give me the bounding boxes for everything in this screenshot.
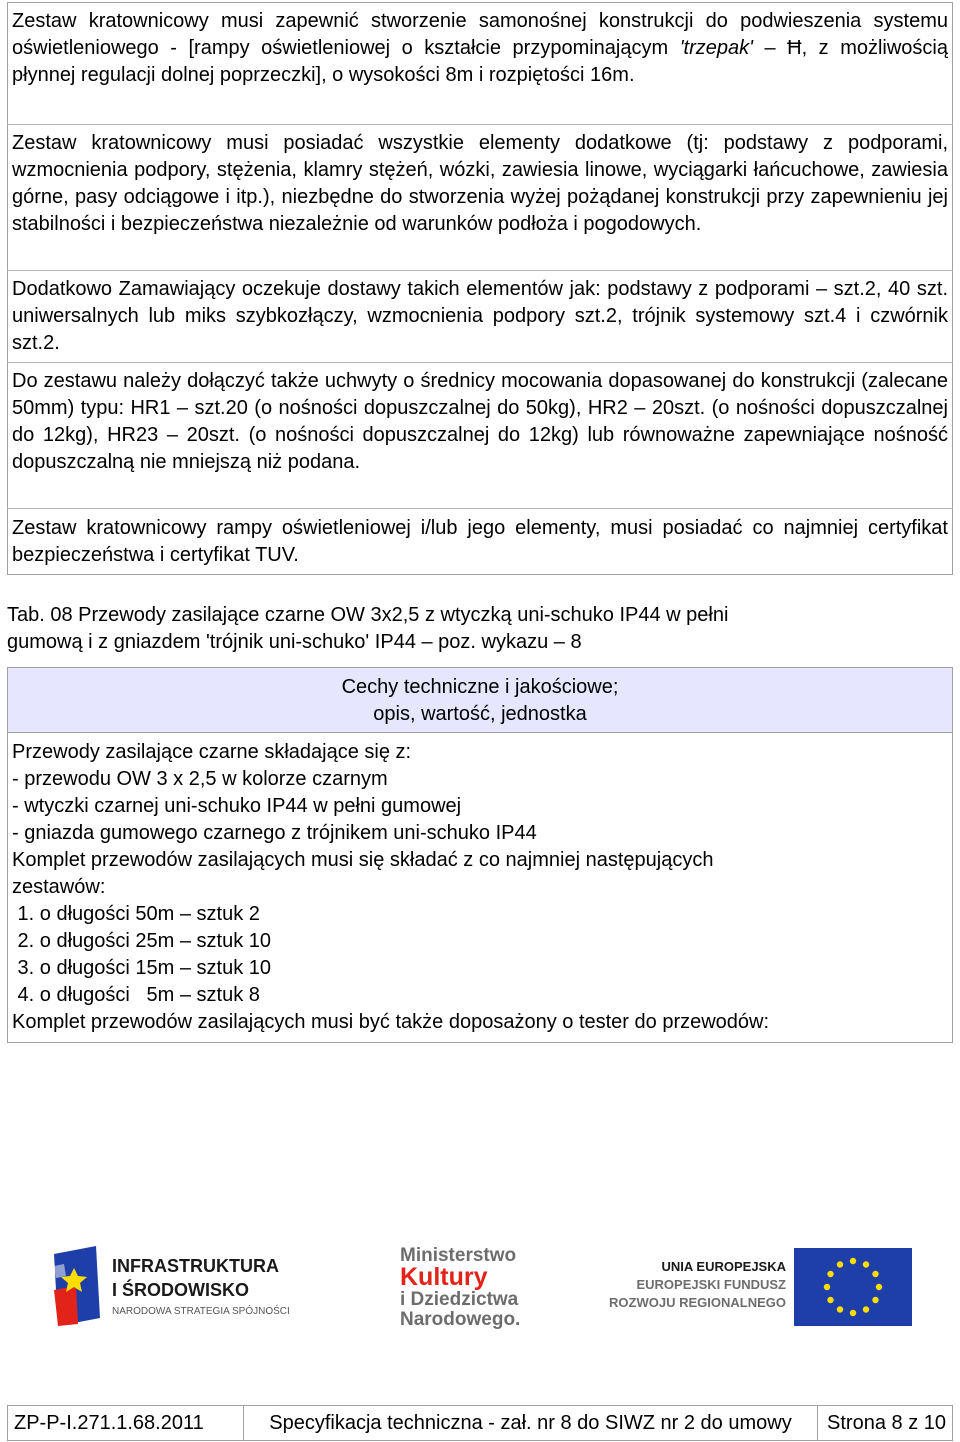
separator [7, 362, 953, 363]
separator [7, 270, 953, 271]
footer-reference: ZP-P-I.271.1.68.2011 [8, 1406, 244, 1440]
separator [7, 508, 953, 509]
nss-flag-icon [50, 1246, 104, 1326]
ue-line-2: EUROPEJSKI FUNDUSZ [636, 1277, 786, 1292]
table-line: Komplet przewodów zasilających musi być także doposażony o tester do przewodów: [12, 1011, 770, 1033]
table-line: Komplet przewodów zasilających musi się składać z co najmniej następujących [12, 849, 714, 871]
infrastruktura-line-2: I ŚRODOWISKO [112, 1280, 250, 1300]
infrastruktura-logo [50, 1242, 310, 1326]
spec-paragraph-4: Do zestawu należy dołączyć także uchwyty o średnicy mocowania dopasowanej do konstrukcji (zalecane 50mm) typu: HR1 – szt.20 (o nośności dopuszczalnej do 50kg), HR2 – 20szt. (o nośności dopuszczalnej do 12kg), HR23 – 20szt. (o nośności dopuszczalnej do 12kg) lub równoważne zapewniające nośność dopuszczalną nie mniejszą niż podana. [12, 370, 948, 473]
table-line: 2. o długości 25m – sztuk 10 [12, 930, 272, 952]
ue-line-1: UNIA EUROPEJSKA [661, 1259, 786, 1274]
table-line: 3. o długości 15m – sztuk 10 [12, 957, 272, 979]
ministerstwo-line-2: Kultury [400, 1263, 488, 1291]
table-header [7, 667, 953, 733]
table-header-line-2: opis, wartość, jednostka [373, 703, 587, 725]
ue-text-block [590, 1258, 786, 1324]
eu-flag-icon [794, 1248, 912, 1326]
table-line: 1. o długości 50m – sztuk 2 [12, 903, 260, 925]
table-caption-line-1: Tab. 08 Przewody zasilające czarne OW 3x2,5 z wtyczką uni-schuko IP44 w pełni [7, 604, 729, 626]
infrastruktura-line-1: INFRASTRUKTURA [112, 1256, 279, 1276]
table-line: - gniazda gumowego czarnego z trójnikem uni-schuko IP44 [12, 822, 537, 844]
ministerstwo-kultury-logo [400, 1246, 560, 1334]
ministerstwo-line-1: Ministerstwo [400, 1245, 517, 1266]
table-caption-line-2: gumową i z gniazdem 'trójnik uni-schuko' IP44 – poz. wykazu – 8 [7, 631, 582, 653]
table-line: - przewodu OW 3 x 2,5 w kolorze czarnym [12, 768, 388, 790]
separator [7, 124, 953, 125]
table-line: - wtyczki czarnej uni-schuko IP44 w pełni gumowej [12, 795, 462, 817]
ministerstwo-line-4: Narodowego. [400, 1309, 521, 1330]
logo-strip [0, 1240, 960, 1340]
ue-line-3: ROZWOJU REGIONALNEGO [609, 1295, 786, 1310]
spec-paragraph-2: Zestaw kratownicowy musi posiadać wszystkie elementy dodatkowe (tj: podstawy z podporami, wzmocnienia podpory, stężenia, klamry stężeń, wózki, zawiesia linowe, wyciągarki łańcuchowe, zawiesia górne, pasy odciągowe i itp.), niezbędne do stworzenia wyżej pożądanej konstrukcji przy zapewnieniu jej stabilności i bezpieczeństwa niezależnie od warunków podłoża i pogodowych. [12, 132, 948, 235]
table-header-line-1: Cechy techniczne i jakościowe; [341, 676, 619, 698]
page-footer [7, 1405, 953, 1441]
table-line: Przewody zasilające czarne składające się z: [12, 741, 412, 763]
spec-paragraph-1: Zestaw kratownicowy musi zapewnić stworzenie samonośnej konstrukcji do podwieszenia systemu oświetleniowego - [rampy oświetleniowej o kształcie przypominającym 'trzepak' – Ħ, z możliwością płynnej regulacji dolnej poprzeczki], o wysokości 8m i rozpiętości 16m. [12, 10, 949, 86]
table-body [7, 733, 953, 1043]
footer-title: Specyfikacja techniczna - zał. nr 8 do SIWZ nr 2 do umowy [244, 1406, 818, 1440]
spec-paragraph-5: Zestaw kratownicowy rampy oświetleniowej i/lub jego elementy, musi posiadać co najmniej certyfikat bezpieczeństwa i certyfikat TUV. [12, 517, 948, 566]
footer-page-number: Strona 8 z 10 [827, 1411, 946, 1434]
ministerstwo-line-3: i Dziedzictwa [400, 1289, 519, 1310]
table-line: zestawów: [12, 876, 106, 898]
infrastruktura-line-3: NARODOWA STRATEGIA SPÓJNOŚCI [112, 1306, 290, 1317]
spec-paragraph-3: Dodatkowo Zamawiający oczekuje dostawy takich elementów jak: podstawy z podporami – szt.2, 40 szt. uniwersalnych lub miks szybkozłączy, wzmocnienia podpory szt.2, trójnik systemowy szt.4 i czwórnik szt.2. [12, 278, 948, 354]
table-line: 4. o długości 5m – sztuk 8 [12, 984, 260, 1006]
